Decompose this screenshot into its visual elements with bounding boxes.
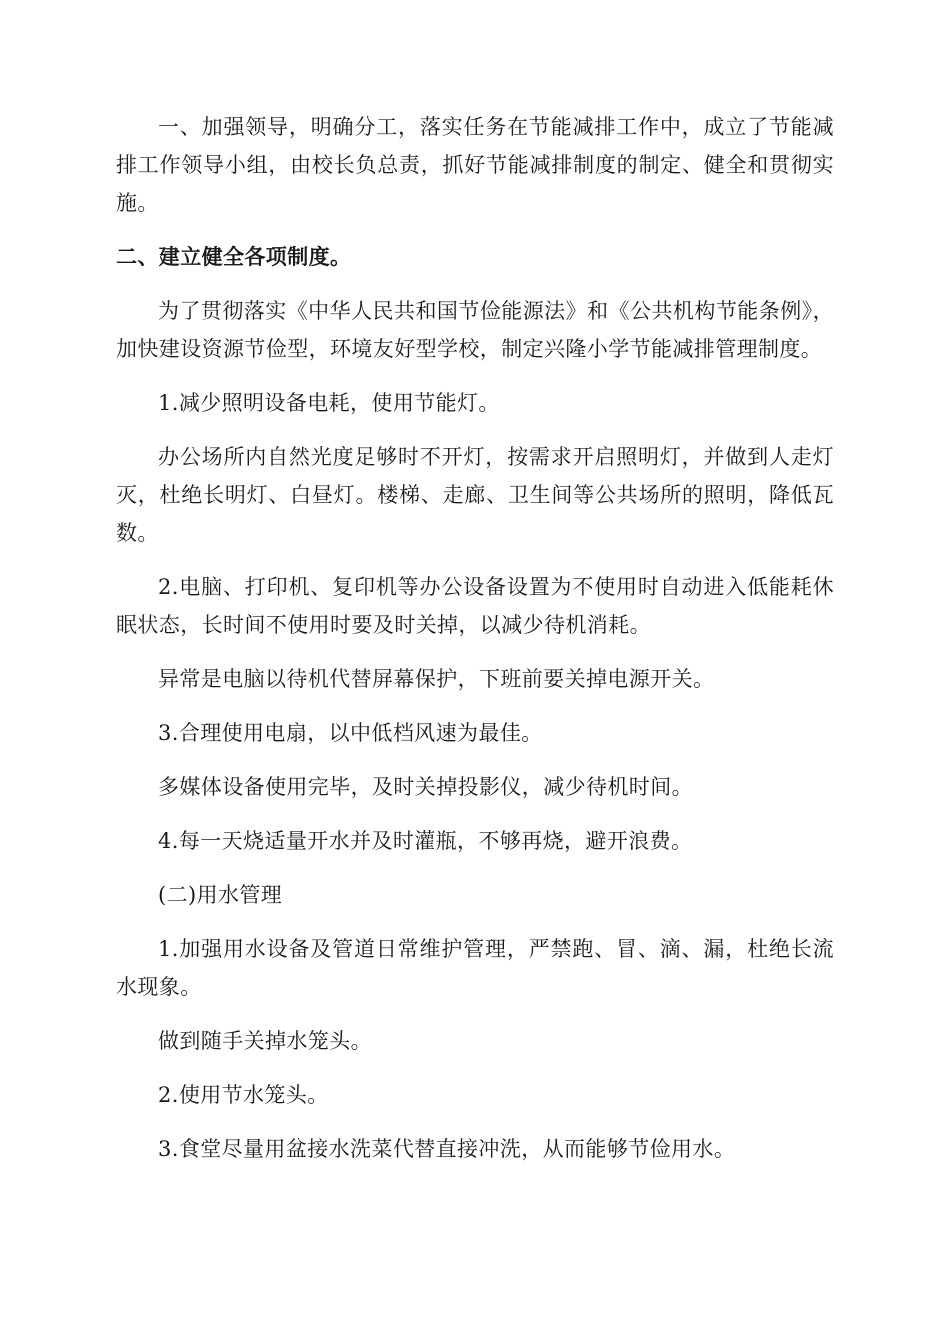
paragraph-multimedia: 多媒体设备使用完毕，及时关掉投影仪，减少待机时间。 [158,775,693,799]
paragraph-turn-off-tap: 做到随手关掉水笼头。 [158,1029,372,1053]
paragraph-boiling-water: 4.每一天烧适量开水并及时灌瓶，不够再烧，避开浪费。 [158,829,693,853]
subheading-water-management: (二)用水管理 [158,883,283,907]
paragraph-computer-standby: 异常是电脑以待机代替屏幕保护，下班前要关掉电源开关。 [158,667,715,691]
paragraph-regulation-purpose: 为了贯彻落实《中华人民共和国节俭能源法》和《公共机构节能条例》，加快建设资源节俭型，环境友好型学校，制定兴隆小学节能减排管理制度。 [116,299,834,361]
section-heading-regulations: 二、建立健全各项制度。 [116,245,352,269]
paragraph-water-saving-tap: 2.使用节水笼头。 [158,1083,329,1107]
document-body [116,108,834,1184]
paragraph-office-equipment: 2.电脑、打印机、复印机等办公设备设置为不使用时自动进入低能耗休眠状态，长时间不使用时要及时关掉，以减少待机消耗。 [116,575,834,637]
paragraph-water-maintenance: 1.加强用水设备及管道日常维护管理，严禁跑、冒、滴、漏，杜绝长流水现象。 [116,937,834,999]
paragraph-leadership: 一、加强领导，明确分工，落实任务在节能减排工作中，成立了节能减排工作领导小组，由校长负总责，抓好节能减排制度的制定、健全和贯彻实施。 [116,115,834,215]
paragraph-canteen-water: 3.食堂尽量用盆接水洗菜代替直接冲洗，从而能够节俭用水。 [158,1137,736,1161]
paragraph-lighting-item: 1.减少照明设备电耗，使用节能灯。 [158,391,500,415]
paragraph-lighting-detail: 办公场所内自然光度足够时不开灯，按需求开启照明灯，并做到人走灯灭，杜绝长明灯、白昼灯。楼梯、走廊、卫生间等公共场所的照明，降低瓦数。 [116,445,834,545]
paragraph-fan-item: 3.合理使用电扇，以中低档风速为最佳。 [158,721,543,745]
